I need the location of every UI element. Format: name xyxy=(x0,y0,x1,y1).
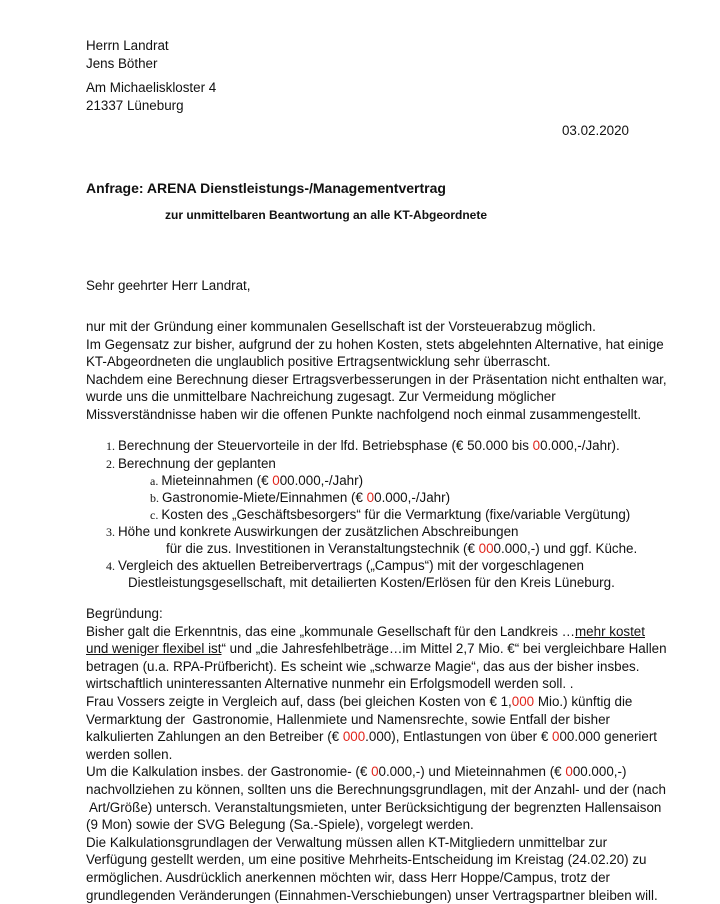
reasoning-line: kalkulierten Zahlungen an den Betreiber (€ 000.000), Entlastungen von über € 000.000 generiert xyxy=(86,728,667,746)
recipient-line-1: Herrn Landrat xyxy=(86,37,169,55)
list-item-2: 2. Berechnung der geplanten xyxy=(106,455,276,474)
reasoning-line: ermöglichen. Ausdrücklich anerkennen möchten wir, dass Herr Hoppe/Campus, trotz der xyxy=(86,869,667,887)
reasoning-line: Vermarktung der Gastronomie, Hallenmiete und Namensrechte, sowie Entfall der bisher xyxy=(86,711,667,729)
subject-title: Anfrage: ARENA Dienstleistungs-/Managementvertrag xyxy=(86,180,446,198)
reasoning-line: nachvollziehen zu können, sollten uns die Berechnungsgrundlagen, mit der Anzahl- und der (nach xyxy=(86,781,667,799)
reasoning-line: Art/Größe) untersch. Veranstaltungsmieten, unter Berücksichtigung der begrenzten Hallensaison xyxy=(86,799,667,817)
list-number: 2. xyxy=(106,457,115,471)
intro-line: wurde uns die unmittelbare Nachreichung zugesagt. Zur Vermeidung möglicher xyxy=(86,388,667,406)
list-item-2a: a. Mieteinnahmen (€ 000.000,-/Jahr) xyxy=(150,472,363,491)
red-highlight: 000 xyxy=(343,729,365,744)
intro-paragraph xyxy=(86,318,667,424)
intro-line: nur mit der Gründung einer kommunalen Gesellschaft ist der Vorsteuerabzug möglich. xyxy=(86,318,667,336)
list-item-2c: c. Kosten des „Geschäftsbesorgers“ für die Vermarktung (fixe/variable Vergütung) xyxy=(150,506,630,525)
list-item-3: 3. Höhe und konkrete Auswirkungen der zusätzlichen Abschreibungen xyxy=(106,523,519,542)
underlined-quote: mehr kostet xyxy=(575,624,645,639)
red-highlight: 0 xyxy=(371,764,378,779)
reasoning-line: wirtschaftlich uninteressanten Alternative nunmehr ein Erfolgsmodell werden soll. . xyxy=(86,675,667,693)
list-letter: a. xyxy=(150,474,158,488)
list-item-3-continuation: für die zus. Investitionen in Veranstaltungstechnik (€ 000.000,-) und ggf. Küche. xyxy=(166,540,637,558)
reasoning-line: Die Kalkulationsgrundlagen der Verwaltung müssen allen KT-Mitgliedern unmittelbar zur xyxy=(86,834,667,852)
list-item-2b: b. Gastronomie-Miete/Einnahmen (€ 00.000,-/Jahr) xyxy=(150,489,450,508)
recipient-street: Am Michaeliskloster 4 xyxy=(86,79,216,97)
reasoning-line: und weniger flexibel ist“ und „die Jahresfehlbeträge…im Mittel 2,7 Mio. €“ bei vergleichbare Hallen xyxy=(86,640,667,658)
list-item-4: 4. Vergleich des aktuellen Betreibervertrags („Campus“) mit der vorgeschlagenen xyxy=(106,557,584,576)
red-highlight: 000 xyxy=(512,694,534,709)
red-highlight: 00 xyxy=(479,541,494,556)
letter-date: 03.02.2020 xyxy=(562,122,629,140)
red-highlight: 0 xyxy=(552,729,559,744)
red-highlight: 0 xyxy=(565,764,572,779)
red-highlight: 0 xyxy=(272,473,279,488)
recipient-line-2: Jens Böther xyxy=(86,55,157,73)
reasoning-line: Um die Kalkulation insbes. der Gastronomie- (€ 00.000,-) und Mieteinnahmen (€ 000.000,-) xyxy=(86,763,667,781)
list-number: 4. xyxy=(106,559,115,573)
list-number: 1. xyxy=(106,439,115,453)
list-letter: c. xyxy=(150,508,158,522)
intro-line: Nachdem eine Berechnung dieser Ertragsverbesserungen in der Präsentation nicht enthalten war, xyxy=(86,371,667,389)
list-number: 3. xyxy=(106,525,115,539)
intro-line: KT-Abgeordneten die unglaublich positive Ertragsentwicklung sehr überrascht. xyxy=(86,353,667,371)
reasoning-line: Bisher galt die Erkenntnis, das eine „kommunale Gesellschaft für den Landkreis …mehr kostet xyxy=(86,623,667,641)
list-letter: b. xyxy=(150,491,159,505)
intro-line: Im Gegensatz zur bisher, aufgrund der zu hohen Kosten, stets abgelehnten Alternative, hat einige xyxy=(86,336,667,354)
salutation: Sehr geehrter Herr Landrat, xyxy=(86,277,251,295)
intro-line: Missverständnisse haben wir die offenen Punkte nachfolgend noch einmal zusammengestellt. xyxy=(86,406,667,424)
reasoning-heading: Begründung: xyxy=(86,605,667,623)
recipient-city: 21337 Lüneburg xyxy=(86,97,184,115)
reasoning-line: werden sollen. xyxy=(86,746,667,764)
reasoning-line: Frau Vossers zeigte in Vergleich auf, dass (bei gleichen Kosten von € 1,000 Mio.) künftig die xyxy=(86,693,667,711)
list-item-1: 1. Berechnung der Steuervorteile in der lfd. Betriebsphase (€ 50.000 bis 00.000,-/Jahr). xyxy=(106,437,620,456)
underlined-quote: und weniger flexibel ist xyxy=(86,641,221,656)
reasoning-line: grundlegenden Veränderungen (Einnahmen-Verschiebungen) unser Vertragspartner bleiben will. xyxy=(86,887,667,904)
list-item-4-continuation: Diestleistungsgesellschaft, mit detailierten Kosten/Erlösen für den Kreis Lüneburg. xyxy=(128,574,615,592)
red-highlight: 0 xyxy=(367,490,374,505)
red-highlight: 0 xyxy=(533,438,540,453)
subject-subtitle: zur unmittelbaren Beantwortung an alle KT-Abgeordnete xyxy=(165,207,487,225)
reasoning-line: (9 Mon) sowie der SVG Belegung (Sa.-Spiele), vorgelegt werden. xyxy=(86,816,667,834)
reasoning-line: Verfügung gestellt werden, um eine positive Mehrheits-Entscheidung im Kreistag (24.02.20) zu xyxy=(86,851,667,869)
reasoning-line: betragen (u.a. RPA-Prüfbericht). Es scheint wie „schwarze Magie“, das aus der bisher insbes. xyxy=(86,658,667,676)
reasoning-section xyxy=(86,605,667,904)
